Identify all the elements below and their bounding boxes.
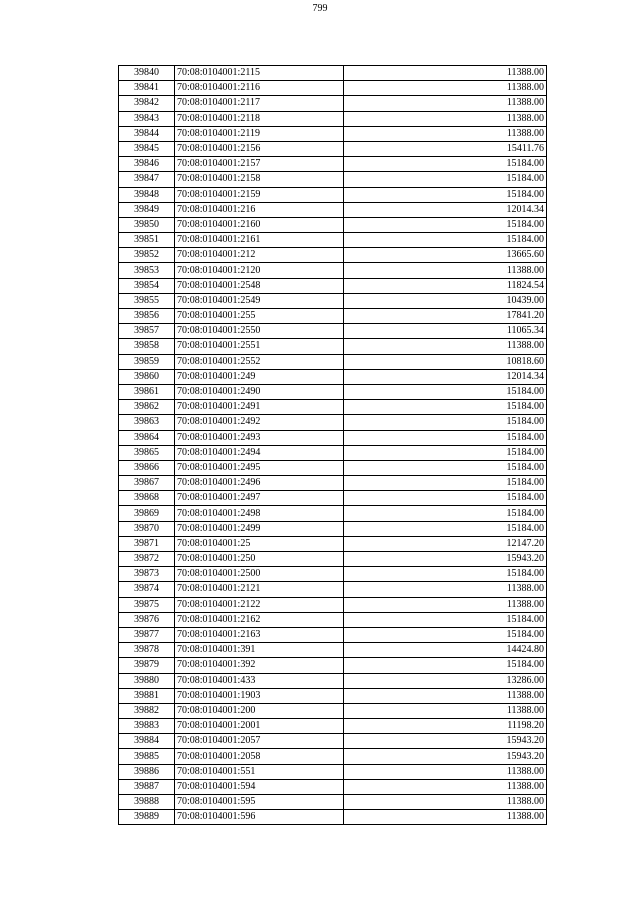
cadastral-value-cell: 10439.00 xyxy=(344,293,547,308)
cadastral-value-cell: 11388.00 xyxy=(344,810,547,825)
cadastral-value-cell: 14424.80 xyxy=(344,643,547,658)
table-row xyxy=(119,597,547,612)
cadastral-number-cell: 70:08:0104001:433 xyxy=(175,673,344,688)
cadastral-number-cell: 70:08:0104001:2115 xyxy=(175,66,344,81)
cadastral-number-cell: 70:08:0104001:2497 xyxy=(175,491,344,506)
cadastral-number-cell: 70:08:0104001:2118 xyxy=(175,111,344,126)
table-row xyxy=(119,476,547,491)
table-row xyxy=(119,567,547,582)
table-row xyxy=(119,293,547,308)
cadastral-value-cell: 15184.00 xyxy=(344,658,547,673)
cadastral-number-cell: 70:08:0104001:212 xyxy=(175,248,344,263)
cadastral-number-cell: 70:08:0104001:2122 xyxy=(175,597,344,612)
cadastral-number-cell: 70:08:0104001:25 xyxy=(175,536,344,551)
cadastral-number-cell: 70:08:0104001:551 xyxy=(175,764,344,779)
table-row xyxy=(119,810,547,825)
cadastral-value-cell: 15184.00 xyxy=(344,217,547,232)
cadastral-value-cell: 15943.20 xyxy=(344,552,547,567)
cadastral-number-cell: 70:08:0104001:2119 xyxy=(175,126,344,141)
cadastral-value-cell: 11388.00 xyxy=(344,66,547,81)
cadastral-number-cell: 70:08:0104001:2549 xyxy=(175,293,344,308)
row-number-cell: 39843 xyxy=(119,111,175,126)
row-number-cell: 39876 xyxy=(119,612,175,627)
cadastral-number-cell: 70:08:0104001:2498 xyxy=(175,506,344,521)
cadastral-value-cell: 15184.00 xyxy=(344,491,547,506)
table-row xyxy=(119,430,547,445)
row-number-cell: 39847 xyxy=(119,172,175,187)
table-row xyxy=(119,627,547,642)
row-number-cell: 39860 xyxy=(119,369,175,384)
page-number: 799 xyxy=(312,3,328,14)
cadastral-value-cell: 15943.20 xyxy=(344,749,547,764)
table-row xyxy=(119,202,547,217)
cadastral-value-cell: 15184.00 xyxy=(344,172,547,187)
table-row xyxy=(119,536,547,551)
cadastral-value-cell: 13286.00 xyxy=(344,673,547,688)
cadastral-number-cell: 70:08:0104001:392 xyxy=(175,658,344,673)
cadastral-number-cell: 70:08:0104001:2120 xyxy=(175,263,344,278)
table-row xyxy=(119,384,547,399)
row-number-cell: 39867 xyxy=(119,476,175,491)
table-row xyxy=(119,248,547,263)
table-row xyxy=(119,400,547,415)
row-number-cell: 39885 xyxy=(119,749,175,764)
table-row xyxy=(119,217,547,232)
cadastral-value-cell: 12014.34 xyxy=(344,202,547,217)
cadastral-value-cell: 11388.00 xyxy=(344,688,547,703)
cadastral-value-cell: 11388.00 xyxy=(344,597,547,612)
cadastral-number-cell: 70:08:0104001:2001 xyxy=(175,719,344,734)
cadastral-number-cell: 70:08:0104001:1903 xyxy=(175,688,344,703)
table-row xyxy=(119,521,547,536)
cadastral-value-cell: 15184.00 xyxy=(344,157,547,172)
row-number-cell: 39849 xyxy=(119,202,175,217)
row-number-cell: 39882 xyxy=(119,703,175,718)
cadastral-value-cell: 15943.20 xyxy=(344,734,547,749)
cadastral-number-cell: 70:08:0104001:2157 xyxy=(175,157,344,172)
table-row xyxy=(119,688,547,703)
row-number-cell: 39866 xyxy=(119,460,175,475)
cadastral-number-cell: 70:08:0104001:2158 xyxy=(175,172,344,187)
table-row xyxy=(119,445,547,460)
table-row xyxy=(119,658,547,673)
row-number-cell: 39881 xyxy=(119,688,175,703)
cadastral-number-cell: 70:08:0104001:594 xyxy=(175,779,344,794)
cadastral-value-cell: 15184.00 xyxy=(344,415,547,430)
cadastral-number-cell: 70:08:0104001:2495 xyxy=(175,460,344,475)
table-row xyxy=(119,187,547,202)
cadastral-value-cell: 11388.00 xyxy=(344,582,547,597)
cadastral-value-cell: 11065.34 xyxy=(344,324,547,339)
cadastral-number-cell: 70:08:0104001:2160 xyxy=(175,217,344,232)
cadastral-number-cell: 70:08:0104001:200 xyxy=(175,703,344,718)
row-number-cell: 39865 xyxy=(119,445,175,460)
table-row xyxy=(119,157,547,172)
table-row xyxy=(119,795,547,810)
table-row xyxy=(119,126,547,141)
row-number-cell: 39889 xyxy=(119,810,175,825)
table-row xyxy=(119,141,547,156)
table-row xyxy=(119,309,547,324)
cadastral-value-cell: 11388.00 xyxy=(344,795,547,810)
row-number-cell: 39888 xyxy=(119,795,175,810)
cadastral-value-cell: 17841.20 xyxy=(344,309,547,324)
cadastral-value-cell: 12014.34 xyxy=(344,369,547,384)
table-row xyxy=(119,233,547,248)
row-number-cell: 39869 xyxy=(119,506,175,521)
cadastral-value-cell: 15411.76 xyxy=(344,141,547,156)
cadastral-value-cell: 15184.00 xyxy=(344,445,547,460)
cadastral-number-cell: 70:08:0104001:2163 xyxy=(175,627,344,642)
cadastral-value-cell: 15184.00 xyxy=(344,187,547,202)
row-number-cell: 39878 xyxy=(119,643,175,658)
cadastral-number-cell: 70:08:0104001:2494 xyxy=(175,445,344,460)
table-row xyxy=(119,552,547,567)
row-number-cell: 39850 xyxy=(119,217,175,232)
row-number-cell: 39877 xyxy=(119,627,175,642)
row-number-cell: 39864 xyxy=(119,430,175,445)
cadastral-value-cell: 15184.00 xyxy=(344,567,547,582)
cadastral-number-cell: 70:08:0104001:2116 xyxy=(175,81,344,96)
cadastral-value-cell: 11388.00 xyxy=(344,81,547,96)
row-number-cell: 39852 xyxy=(119,248,175,263)
cadastral-number-cell: 70:08:0104001:2500 xyxy=(175,567,344,582)
row-number-cell: 39840 xyxy=(119,66,175,81)
cadastral-number-cell: 70:08:0104001:2156 xyxy=(175,141,344,156)
row-number-cell: 39887 xyxy=(119,779,175,794)
table-row xyxy=(119,81,547,96)
cadastral-value-cell: 15184.00 xyxy=(344,627,547,642)
table-row xyxy=(119,415,547,430)
cadastral-number-cell: 70:08:0104001:2117 xyxy=(175,96,344,111)
cadastral-value-cell: 15184.00 xyxy=(344,476,547,491)
table-row xyxy=(119,66,547,81)
cadastral-value-cell: 11388.00 xyxy=(344,764,547,779)
table-row xyxy=(119,172,547,187)
row-number-cell: 39859 xyxy=(119,354,175,369)
table-row xyxy=(119,734,547,749)
row-number-cell: 39875 xyxy=(119,597,175,612)
row-number-cell: 39846 xyxy=(119,157,175,172)
cadastral-value-cell: 11388.00 xyxy=(344,126,547,141)
cadastral-value-cell: 15184.00 xyxy=(344,400,547,415)
cadastral-value-table xyxy=(118,65,547,825)
cadastral-number-cell: 70:08:0104001:2499 xyxy=(175,521,344,536)
row-number-cell: 39884 xyxy=(119,734,175,749)
cadastral-number-cell: 70:08:0104001:2159 xyxy=(175,187,344,202)
cadastral-number-cell: 70:08:0104001:255 xyxy=(175,309,344,324)
table-row xyxy=(119,764,547,779)
row-number-cell: 39871 xyxy=(119,536,175,551)
table-row xyxy=(119,673,547,688)
row-number-cell: 39848 xyxy=(119,187,175,202)
table-row xyxy=(119,703,547,718)
row-number-cell: 39862 xyxy=(119,400,175,415)
row-number-cell: 39853 xyxy=(119,263,175,278)
table-row xyxy=(119,278,547,293)
table-body xyxy=(119,66,547,825)
table-row xyxy=(119,506,547,521)
table-row xyxy=(119,111,547,126)
row-number-cell: 39861 xyxy=(119,384,175,399)
table-row xyxy=(119,263,547,278)
cadastral-value-cell: 11388.00 xyxy=(344,111,547,126)
row-number-cell: 39845 xyxy=(119,141,175,156)
cadastral-value-cell: 15184.00 xyxy=(344,233,547,248)
row-number-cell: 39842 xyxy=(119,96,175,111)
cadastral-value-cell: 15184.00 xyxy=(344,384,547,399)
table-row xyxy=(119,612,547,627)
cadastral-number-cell: 70:08:0104001:595 xyxy=(175,795,344,810)
table-row xyxy=(119,719,547,734)
cadastral-value-cell: 15184.00 xyxy=(344,521,547,536)
cadastral-number-cell: 70:08:0104001:216 xyxy=(175,202,344,217)
table-row xyxy=(119,354,547,369)
row-number-cell: 39854 xyxy=(119,278,175,293)
table-row xyxy=(119,324,547,339)
cadastral-number-cell: 70:08:0104001:2058 xyxy=(175,749,344,764)
cadastral-value-cell: 15184.00 xyxy=(344,506,547,521)
cadastral-value-cell: 11388.00 xyxy=(344,263,547,278)
table-row xyxy=(119,779,547,794)
cadastral-value-cell: 11388.00 xyxy=(344,96,547,111)
table-row xyxy=(119,643,547,658)
cadastral-number-cell: 70:08:0104001:2551 xyxy=(175,339,344,354)
cadastral-number-cell: 70:08:0104001:2548 xyxy=(175,278,344,293)
row-number-cell: 39873 xyxy=(119,567,175,582)
cadastral-value-cell: 15184.00 xyxy=(344,460,547,475)
cadastral-number-cell: 70:08:0104001:596 xyxy=(175,810,344,825)
cadastral-value-cell: 11198.20 xyxy=(344,719,547,734)
table-row xyxy=(119,491,547,506)
table-row xyxy=(119,582,547,597)
table-row xyxy=(119,369,547,384)
row-number-cell: 39863 xyxy=(119,415,175,430)
cadastral-value-cell: 15184.00 xyxy=(344,430,547,445)
table-row xyxy=(119,339,547,354)
cadastral-value-cell: 12147.20 xyxy=(344,536,547,551)
cadastral-number-cell: 70:08:0104001:250 xyxy=(175,552,344,567)
cadastral-number-cell: 70:08:0104001:2492 xyxy=(175,415,344,430)
row-number-cell: 39883 xyxy=(119,719,175,734)
cadastral-number-cell: 70:08:0104001:2550 xyxy=(175,324,344,339)
row-number-cell: 39856 xyxy=(119,309,175,324)
cadastral-value-cell: 11388.00 xyxy=(344,339,547,354)
cadastral-number-cell: 70:08:0104001:2552 xyxy=(175,354,344,369)
row-number-cell: 39874 xyxy=(119,582,175,597)
row-number-cell: 39868 xyxy=(119,491,175,506)
row-number-cell: 39886 xyxy=(119,764,175,779)
cadastral-number-cell: 70:08:0104001:2161 xyxy=(175,233,344,248)
cadastral-number-cell: 70:08:0104001:391 xyxy=(175,643,344,658)
row-number-cell: 39858 xyxy=(119,339,175,354)
cadastral-number-cell: 70:08:0104001:2493 xyxy=(175,430,344,445)
table-row xyxy=(119,460,547,475)
row-number-cell: 39841 xyxy=(119,81,175,96)
cadastral-value-cell: 11388.00 xyxy=(344,779,547,794)
cadastral-number-cell: 70:08:0104001:249 xyxy=(175,369,344,384)
row-number-cell: 39879 xyxy=(119,658,175,673)
cadastral-value-cell: 13665.60 xyxy=(344,248,547,263)
cadastral-value-cell: 10818.60 xyxy=(344,354,547,369)
row-number-cell: 39857 xyxy=(119,324,175,339)
cadastral-number-cell: 70:08:0104001:2491 xyxy=(175,400,344,415)
cadastral-number-cell: 70:08:0104001:2162 xyxy=(175,612,344,627)
table-row xyxy=(119,749,547,764)
row-number-cell: 39855 xyxy=(119,293,175,308)
row-number-cell: 39851 xyxy=(119,233,175,248)
row-number-cell: 39870 xyxy=(119,521,175,536)
row-number-cell: 39872 xyxy=(119,552,175,567)
cadastral-number-cell: 70:08:0104001:2496 xyxy=(175,476,344,491)
cadastral-number-cell: 70:08:0104001:2057 xyxy=(175,734,344,749)
cadastral-value-cell: 15184.00 xyxy=(344,612,547,627)
cadastral-value-cell: 11824.54 xyxy=(344,278,547,293)
row-number-cell: 39880 xyxy=(119,673,175,688)
cadastral-value-cell: 11388.00 xyxy=(344,703,547,718)
row-number-cell: 39844 xyxy=(119,126,175,141)
table-row xyxy=(119,96,547,111)
cadastral-number-cell: 70:08:0104001:2121 xyxy=(175,582,344,597)
cadastral-number-cell: 70:08:0104001:2490 xyxy=(175,384,344,399)
